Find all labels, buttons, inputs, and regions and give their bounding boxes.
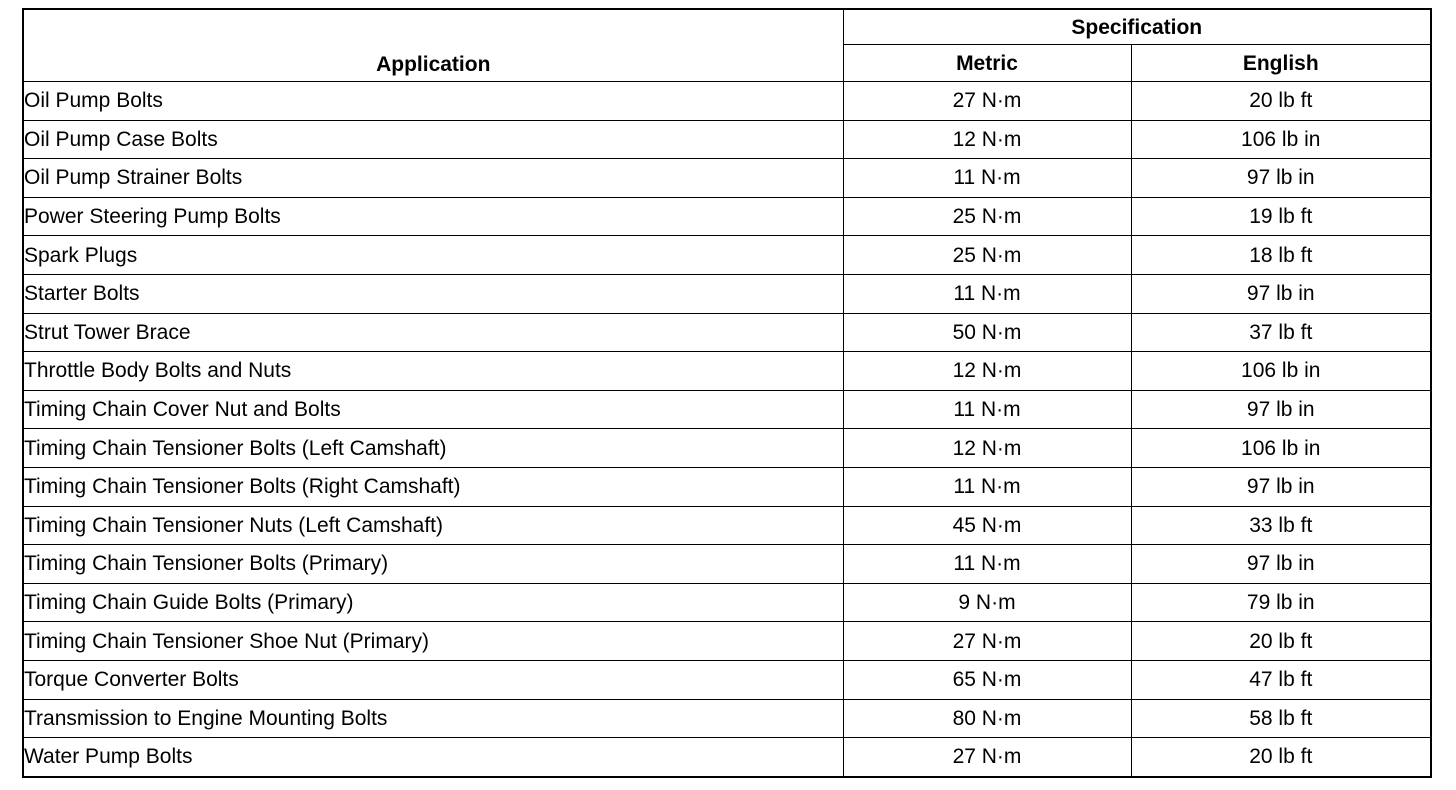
table-row xyxy=(23,120,1431,159)
english-cell: 97 lb in xyxy=(1131,274,1431,313)
english-cell: 97 lb in xyxy=(1131,545,1431,584)
application-cell: Strut Tower Brace xyxy=(23,313,843,352)
english-cell: 47 lb ft xyxy=(1131,660,1431,699)
table-row xyxy=(23,429,1431,468)
english-cell: 19 lb ft xyxy=(1131,197,1431,236)
application-cell: Timing Chain Guide Bolts (Primary) xyxy=(23,583,843,622)
table-body xyxy=(23,82,1431,777)
application-cell: Oil Pump Strainer Bolts xyxy=(23,159,843,198)
metric-cell: 27 N·m xyxy=(843,738,1131,777)
metric-cell: 45 N·m xyxy=(843,506,1131,545)
metric-cell: 50 N·m xyxy=(843,313,1131,352)
metric-cell: 65 N·m xyxy=(843,660,1131,699)
metric-cell: 9 N·m xyxy=(843,583,1131,622)
application-cell: Timing Chain Tensioner Bolts (Right Camshaft) xyxy=(23,467,843,506)
table-row xyxy=(23,159,1431,198)
application-cell: Oil Pump Case Bolts xyxy=(23,120,843,159)
application-cell: Throttle Body Bolts and Nuts xyxy=(23,352,843,391)
application-cell: Timing Chain Tensioner Bolts (Left Camshaft) xyxy=(23,429,843,468)
table-row xyxy=(23,583,1431,622)
metric-cell: 11 N·m xyxy=(843,467,1131,506)
metric-cell: 80 N·m xyxy=(843,699,1131,738)
metric-cell: 11 N·m xyxy=(843,545,1131,584)
metric-cell: 27 N·m xyxy=(843,622,1131,661)
english-cell: 97 lb in xyxy=(1131,159,1431,198)
table-row xyxy=(23,197,1431,236)
header-specification: Specification xyxy=(843,9,1431,45)
english-cell: 97 lb in xyxy=(1131,467,1431,506)
english-cell: 106 lb in xyxy=(1131,429,1431,468)
application-cell: Timing Chain Tensioner Bolts (Primary) xyxy=(23,545,843,584)
metric-cell: 12 N·m xyxy=(843,352,1131,391)
metric-cell: 25 N·m xyxy=(843,236,1131,275)
english-cell: 37 lb ft xyxy=(1131,313,1431,352)
application-cell: Spark Plugs xyxy=(23,236,843,275)
application-cell: Oil Pump Bolts xyxy=(23,82,843,121)
table-row xyxy=(23,545,1431,584)
table-row xyxy=(23,274,1431,313)
header-application: Application xyxy=(23,9,843,82)
application-cell: Transmission to Engine Mounting Bolts xyxy=(23,699,843,738)
metric-cell: 12 N·m xyxy=(843,429,1131,468)
english-cell: 20 lb ft xyxy=(1131,82,1431,121)
table-row xyxy=(23,622,1431,661)
english-cell: 33 lb ft xyxy=(1131,506,1431,545)
table-header xyxy=(23,9,1431,82)
table-row xyxy=(23,236,1431,275)
english-cell: 106 lb in xyxy=(1131,120,1431,159)
table-row xyxy=(23,390,1431,429)
table-row xyxy=(23,467,1431,506)
application-cell: Timing Chain Tensioner Shoe Nut (Primary) xyxy=(23,622,843,661)
table-row xyxy=(23,506,1431,545)
english-cell: 106 lb in xyxy=(1131,352,1431,391)
english-cell: 20 lb ft xyxy=(1131,622,1431,661)
application-cell: Timing Chain Tensioner Nuts (Left Camshaft) xyxy=(23,506,843,545)
table-row xyxy=(23,82,1431,121)
metric-cell: 11 N·m xyxy=(843,159,1131,198)
table-row xyxy=(23,738,1431,777)
header-row-top xyxy=(23,9,1431,45)
header-english: English xyxy=(1131,45,1431,82)
fastener-specification-table xyxy=(22,8,1432,778)
application-cell: Power Steering Pump Bolts xyxy=(23,197,843,236)
english-cell: 58 lb ft xyxy=(1131,699,1431,738)
application-cell: Starter Bolts xyxy=(23,274,843,313)
table-row xyxy=(23,313,1431,352)
metric-cell: 25 N·m xyxy=(843,197,1131,236)
application-cell: Torque Converter Bolts xyxy=(23,660,843,699)
english-cell: 79 lb in xyxy=(1131,583,1431,622)
metric-cell: 11 N·m xyxy=(843,274,1131,313)
english-cell: 18 lb ft xyxy=(1131,236,1431,275)
table-row xyxy=(23,699,1431,738)
header-metric: Metric xyxy=(843,45,1131,82)
application-cell: Timing Chain Cover Nut and Bolts xyxy=(23,390,843,429)
table-row xyxy=(23,352,1431,391)
metric-cell: 11 N·m xyxy=(843,390,1131,429)
application-cell: Water Pump Bolts xyxy=(23,738,843,777)
table-row xyxy=(23,660,1431,699)
metric-cell: 12 N·m xyxy=(843,120,1131,159)
english-cell: 20 lb ft xyxy=(1131,738,1431,777)
metric-cell: 27 N·m xyxy=(843,82,1131,121)
english-cell: 97 lb in xyxy=(1131,390,1431,429)
